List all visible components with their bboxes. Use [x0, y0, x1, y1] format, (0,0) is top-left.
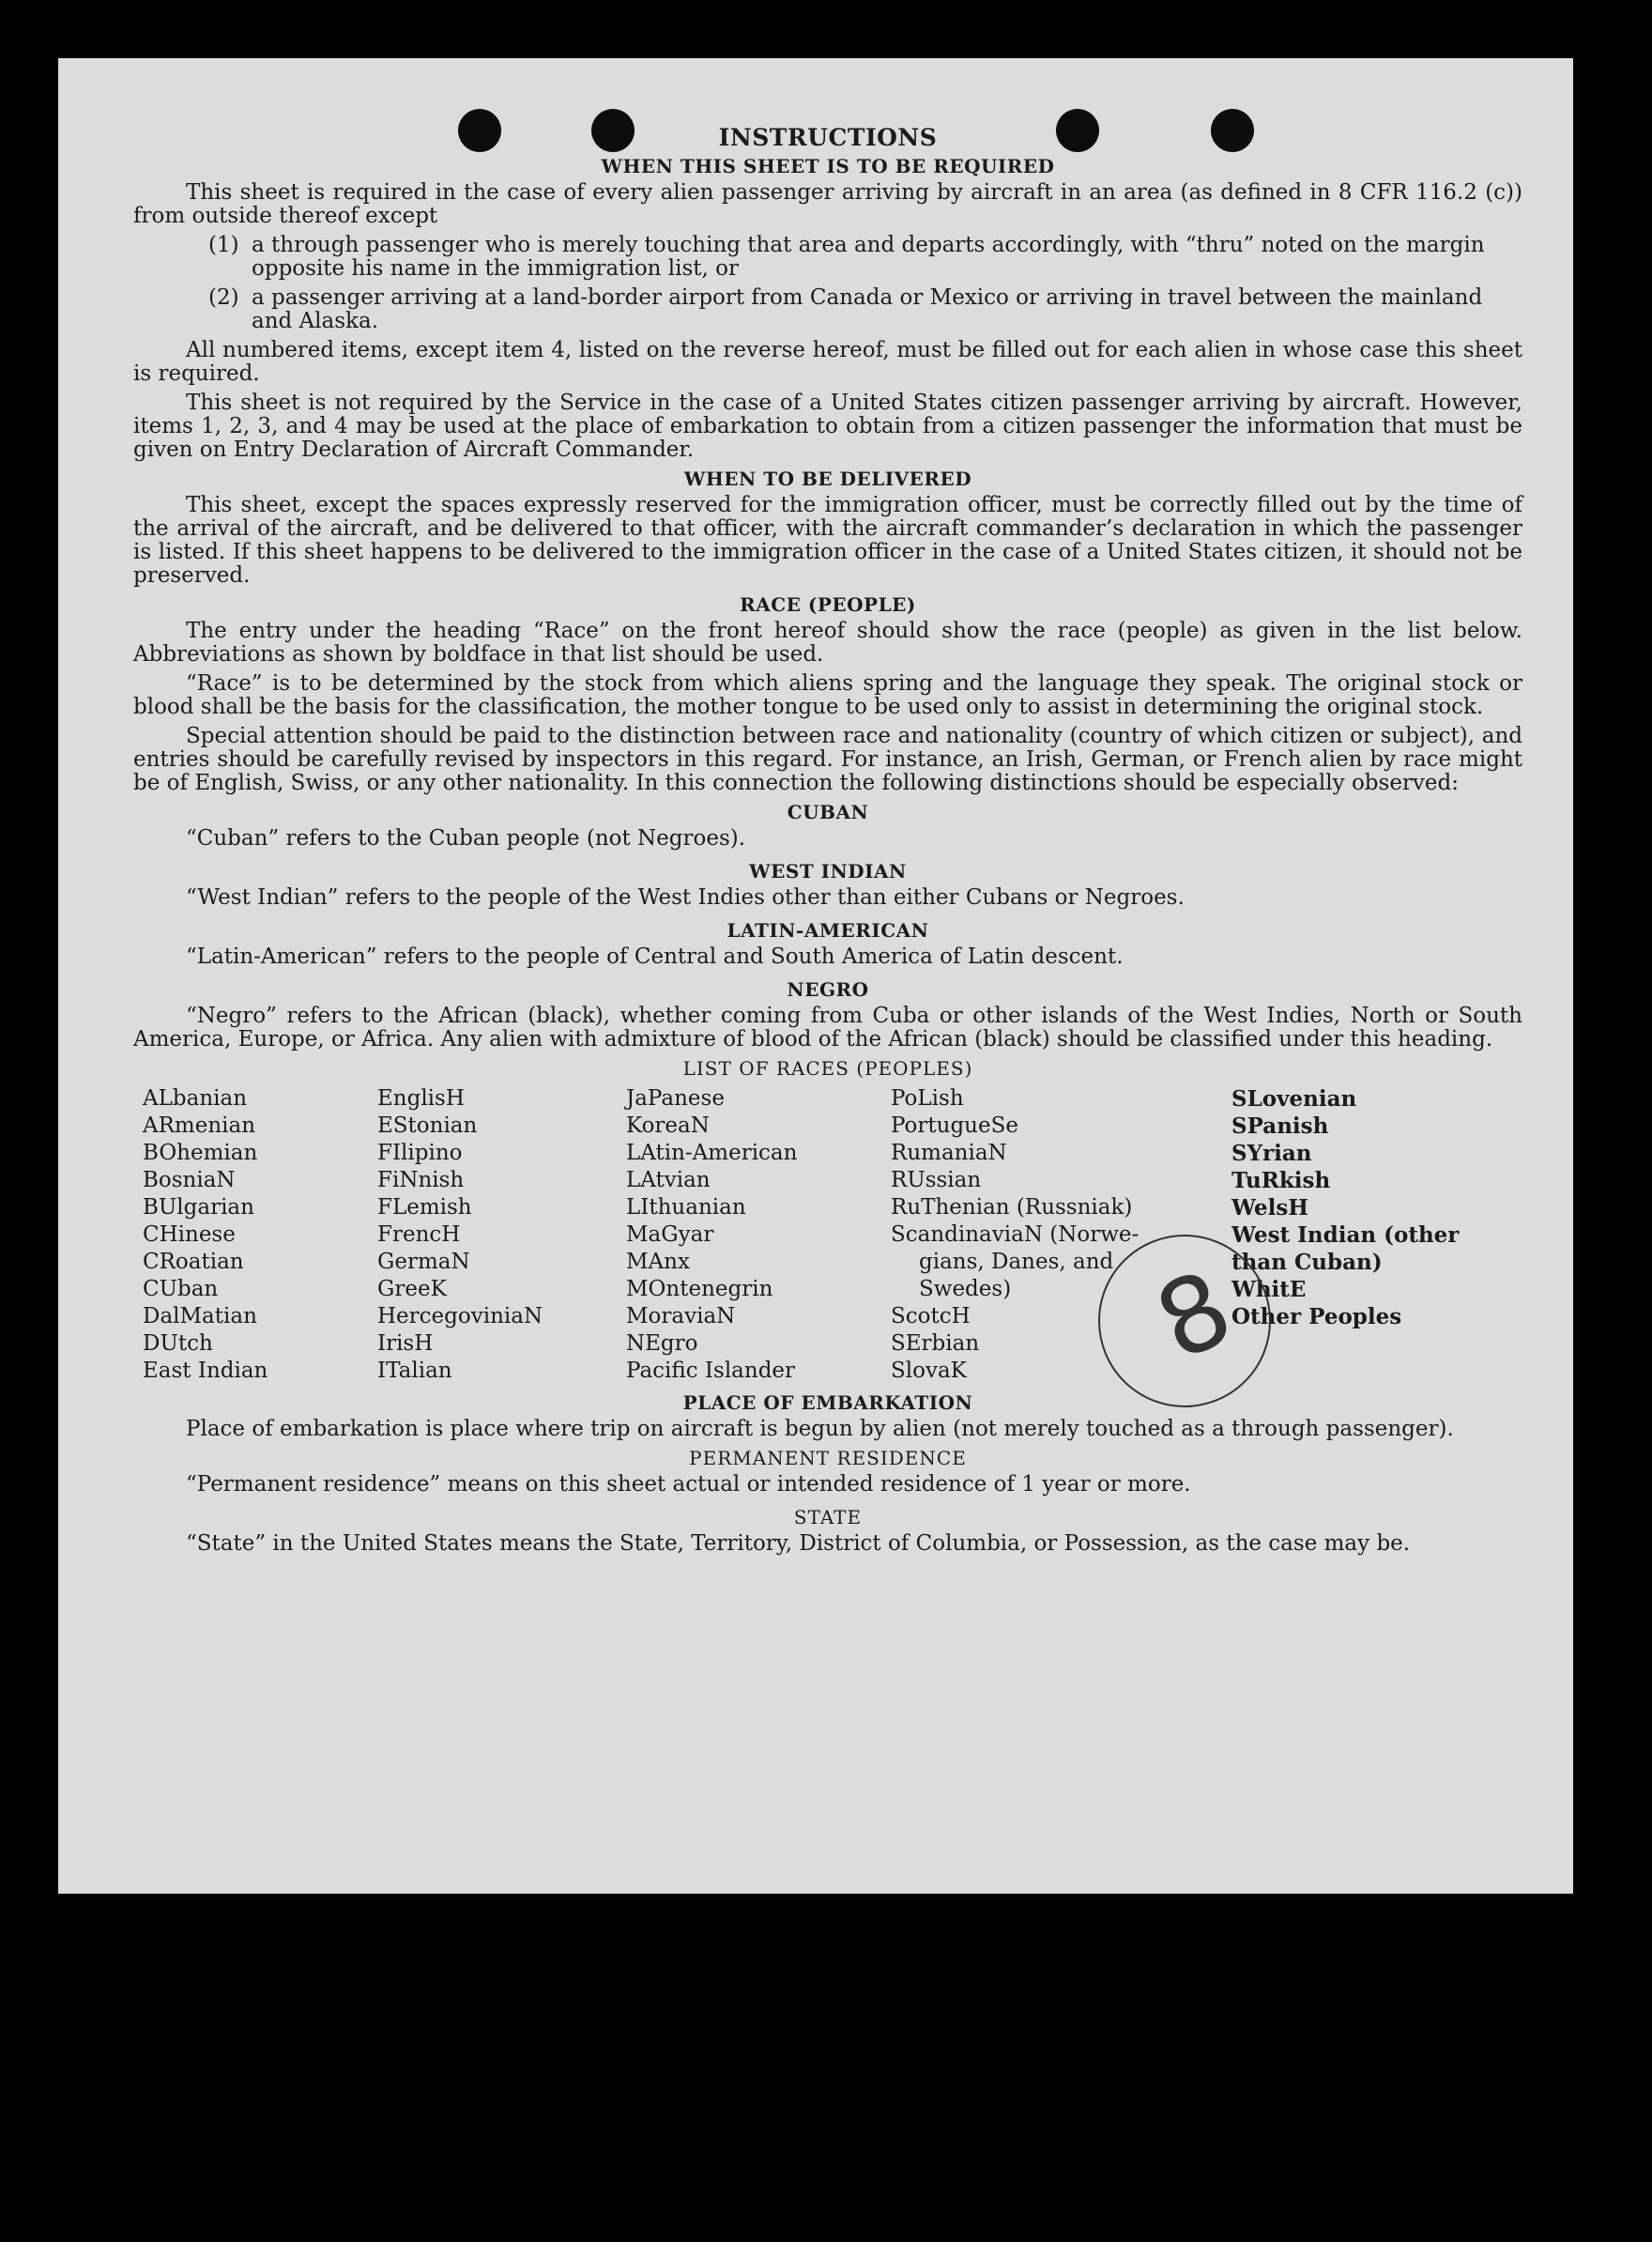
race-entry: LIthuanian [626, 1195, 746, 1220]
item-text: a passenger arriving at a land-border airport from Canada or Mexico or arriving in travel between the mainland and Alaska. [252, 285, 1483, 333]
race-entry: ScandinaviaN (Norwe- [891, 1222, 1140, 1247]
section-heading-embarkation: PLACE OF EMBARKATION [682, 1391, 973, 1414]
definition-heading: LATIN-AMERICAN [727, 919, 929, 942]
race-entry: Other Peoples [1231, 1304, 1402, 1329]
race-entry: GermaN [377, 1250, 470, 1274]
race-entry: MAnx [626, 1250, 690, 1274]
race-entry: ALbanian [143, 1086, 248, 1111]
page-title: INSTRUCTIONS [718, 124, 938, 151]
race-entry: CUban [143, 1277, 219, 1301]
section-heading-required: WHEN THIS SHEET IS TO BE REQUIRED [601, 155, 1055, 177]
race-entry: than Cuban) [1231, 1250, 1383, 1275]
race-entry: IrisH [377, 1331, 434, 1356]
race-entry: MoraviaN [626, 1304, 736, 1328]
section-heading-state: STATE [793, 1506, 863, 1528]
race-entry: PoLish [891, 1086, 964, 1111]
race-entry: ScotcH [891, 1304, 971, 1328]
race-entry: HercegoviniaN [377, 1304, 543, 1328]
race-entry: WelsH [1231, 1195, 1309, 1221]
race-entry: PortugueSe [891, 1113, 1018, 1138]
required-paragraph: This sheet is not required by the Service in the case of a United States citizen passenger arriving by aircraft. However, items 1, 2, 3, and 4 may be used at the place of embarkation to obtain from a citizen passenger the information that must be given on Entry Declaration of Aircraft Commander. [133, 391, 1522, 462]
race-paragraph: “Race” is to be determined by the stock from which aliens spring and the language they speak. The original stock or blood shall be the basis for the classification, the mother tongue to be used only to assist in determining the original stock. [133, 671, 1522, 719]
required-paragraph: All numbered items, except item 4, listed on the reverse hereof, must be filled out for each alien in whose case this sheet is required. [133, 338, 1522, 386]
race-entry: JaPanese [626, 1086, 725, 1111]
definition-text: “Cuban” refers to the Cuban people (not Negroes). [186, 826, 746, 851]
race-entry: SErbian [891, 1331, 980, 1356]
definition-text: “Latin-American” refers to the people of Central and South America of Latin descent. [186, 944, 1124, 969]
races-column [626, 1085, 797, 1385]
race-entry: FIlipino [377, 1141, 463, 1165]
race-entry: RuThenian (Russniak) [891, 1195, 1133, 1220]
race-entry: ITalian [377, 1359, 452, 1383]
race-entry: GreeK [377, 1277, 447, 1301]
race-entry: FLemish [377, 1195, 472, 1220]
residence-paragraph: “Permanent residence” means on this sheet actual or intended residence of 1 year or more. [186, 1472, 1191, 1497]
race-entry: WhitE [1231, 1277, 1307, 1302]
definition-heading: WEST INDIAN [749, 860, 907, 883]
race-entry: SYrian [1231, 1141, 1312, 1166]
races-list [133, 1085, 1522, 1386]
embarkation-paragraph: Place of embarkation is place where trip on aircraft is begun by alien (not merely touched as a through passenger). [186, 1417, 1454, 1441]
race-entry: BosniaN [143, 1168, 236, 1192]
races-column [143, 1085, 268, 1385]
section-heading-residence: PERMANENT RESIDENCE [689, 1447, 967, 1469]
race-entry: NEgro [626, 1331, 698, 1356]
item-text: a through passenger who is merely touching that area and departs accordingly, with “thru” noted on the margin opposite his name in the immigration list, or [252, 233, 1485, 281]
race-entry: RumaniaN [891, 1141, 1007, 1165]
exception-item [208, 234, 1522, 281]
definition-heading: CUBAN [787, 801, 869, 823]
race-entry: BOhemian [143, 1141, 258, 1165]
race-entry: SlovaK [891, 1359, 967, 1383]
race-entry: LAtin-American [626, 1141, 798, 1165]
race-entry: FiNnish [377, 1168, 465, 1192]
race-entry: BUlgarian [143, 1195, 254, 1220]
race-entry: CHinese [143, 1222, 236, 1247]
race-paragraph: Special attention should be paid to the distinction between race and nationality (country of which citizen or subject), and entries should be carefully revised by inspectors in this regard. For instance, an Irish, German, or French alien by race might be of English, Swiss, or any other nationality. In this connection the following distinctions should be especially observed: [133, 724, 1522, 795]
race-paragraph: The entry under the heading “Race” on the front hereof should show the race (people) as given in the list below. Abbreviations as shown by boldface in that list should be used. [133, 619, 1522, 667]
required-intro: This sheet is required in the case of every alien passenger arriving by aircraft in an area (as defined in 8 CFR 116.2 (c)) from outside thereof except [133, 180, 1522, 228]
exception-item [208, 286, 1522, 333]
instructions-content [133, 124, 1522, 1561]
race-entry: SPanish [1231, 1113, 1329, 1139]
race-entry: MOntenegrin [626, 1277, 773, 1301]
section-heading-delivered: WHEN TO BE DELIVERED [683, 468, 972, 490]
definition-heading: NEGRO [787, 978, 869, 1001]
race-entry: LAtvian [626, 1168, 711, 1192]
race-entry: CRoatian [143, 1250, 244, 1274]
race-entry: DalMatian [143, 1304, 257, 1328]
race-entry: RUssian [891, 1168, 982, 1192]
definition-text: “West Indian” refers to the people of the West Indies other than either Cubans or Negroes. [186, 885, 1185, 910]
race-entry: SLovenian [1231, 1086, 1357, 1112]
delivered-paragraph: This sheet, except the spaces expressly reserved for the immigration officer, must be correctly filled out by the time of the arrival of the aircraft, and be delivered to that officer, with the aircraft commander’s declaration in which the passenger is listed. If this sheet happens to be delivered to the immigration officer in the case of a United States citizen, it should not be preserved. [133, 493, 1522, 588]
race-entry: EStonian [377, 1113, 478, 1138]
race-entry: Swedes) [919, 1277, 1012, 1301]
state-paragraph: “State” in the United States means the State, Territory, District of Columbia, or Possession, as the case may be. [186, 1531, 1411, 1556]
section-heading-race: RACE (PEOPLE) [740, 593, 916, 616]
item-number: (1) [208, 233, 239, 257]
race-entry: TuRkish [1231, 1168, 1331, 1193]
race-entry: FrencH [377, 1222, 461, 1247]
race-entry: gians, Danes, and [919, 1250, 1114, 1274]
item-number: (2) [208, 285, 239, 310]
races-list-heading: LIST OF RACES (PEOPLES) [682, 1057, 973, 1080]
race-entry: DUtch [143, 1331, 213, 1356]
definition-paragraph: “Negro” refers to the African (black), whether coming from Cuba or other islands of the West Indies, North or South America, Europe, or Africa. Any alien with admixture of blood of the African (black) should be classified under this heading. [133, 1004, 1522, 1052]
race-entry: ARmenian [143, 1113, 256, 1138]
races-column [377, 1085, 543, 1385]
race-entry: EnglisH [377, 1086, 465, 1111]
race-entry: East Indian [143, 1359, 268, 1383]
race-entry: MaGyar [626, 1222, 714, 1247]
handwritten-number: 8 [1139, 1247, 1249, 1384]
document-sheet [58, 58, 1573, 1894]
race-entry: Pacific Islander [626, 1359, 796, 1383]
race-entry: KoreaN [626, 1113, 710, 1138]
race-entry: West Indian (other [1231, 1222, 1460, 1248]
